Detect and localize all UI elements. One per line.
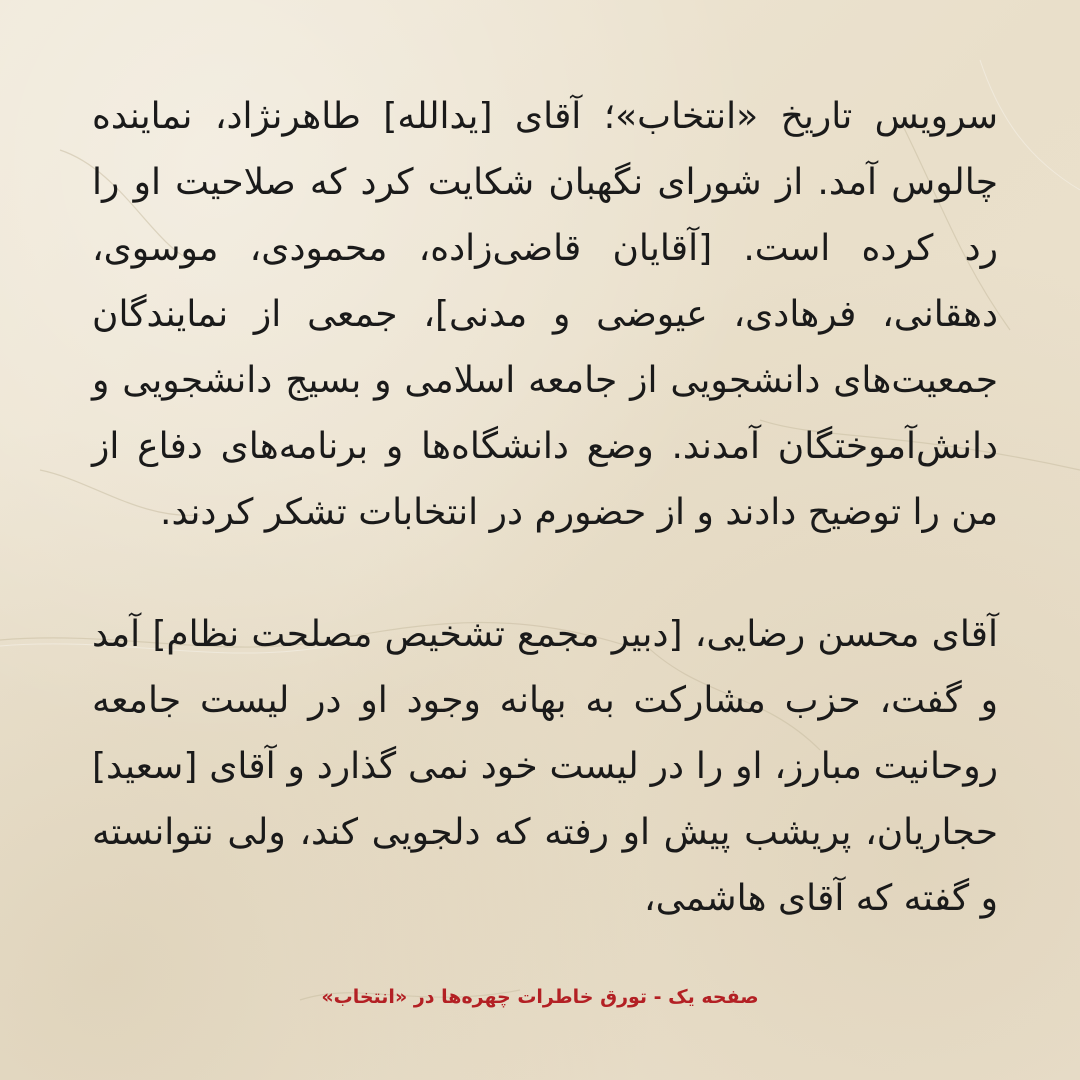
memoir-page — [92, 84, 998, 932]
memoir-paragraph-1: سرویس تاریخ «انتخاب»؛ آقای [یدالله] طاهرنژاد، نماینده چالوس آمد. از شورای نگهبان شکایت کرد که صلاحیت او را رد کرده است. [آقایان قاضی‌زاده، محمودی، موسوی، دهقانی، فرهادی، عیوضی و مدنی]، جمعی از نمایندگان جمعیت‌های دانشجویی از جامعه اسلامی و بسیج دانشجویی و دانش‌آموختگان آمدند. وضع دانشگاه‌ها و برنامه‌های دفاع از من را توضیح دادند و از حضورم در انتخابات تشکر کردند. — [92, 96, 998, 533]
memoir-paragraph-2: آقای محسن رضایی، [دبیر مجمع تشخیص مصلحت نظام] آمد و گفت، حزب مشارکت به بهانه وجود او در لیست جامعه روحانیت مبارز، او را در لیست خود نمی گذارد و آقای [سعید] حجاریان، پریشب پیش او رفته که دلجویی کند، ولی نتوانسته و گفته که آقای هاشمی، — [92, 614, 998, 919]
page-caption: صفحه یک - تورق خاطرات چهره‌ها در «انتخاب» — [321, 986, 759, 1008]
